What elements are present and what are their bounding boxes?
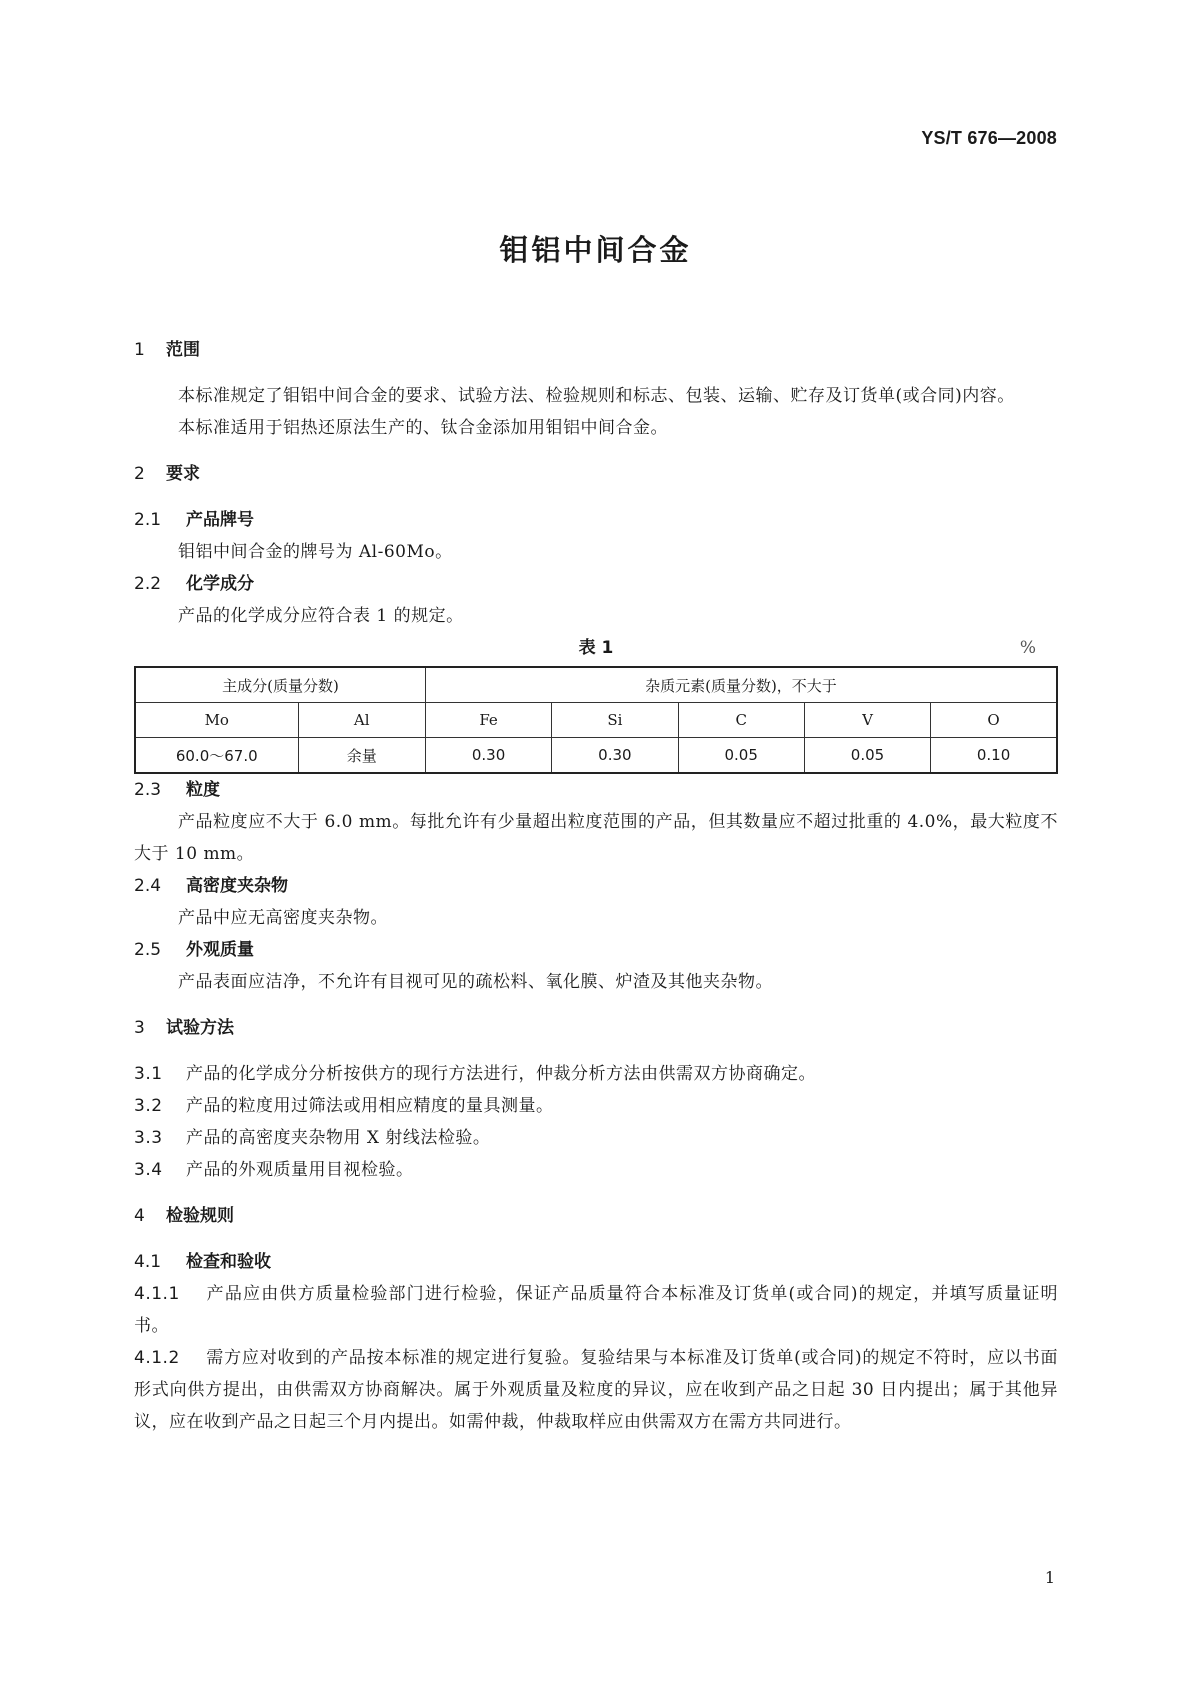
subsection-title: 检查和验收	[186, 1252, 271, 1272]
subsection-title: 高密度夹杂物	[186, 876, 288, 896]
subsection-number: 4.1	[134, 1252, 162, 1272]
subsection-number: 2.3	[134, 780, 162, 800]
scope-paragraph-2: 本标准适用于铝热还原法生产的、钛合金添加用钼铝中间合金。	[178, 418, 668, 438]
inspection-item	[134, 1342, 1058, 1438]
section-number: 1	[134, 340, 145, 360]
table-unit: %	[1019, 638, 1036, 658]
page-number: 1	[1044, 1568, 1055, 1587]
section-title: 范围	[166, 340, 200, 360]
subsection-heading-appearance	[134, 934, 1058, 966]
subsection-number: 2.4	[134, 876, 162, 896]
document-body	[134, 334, 1058, 1438]
subsection-heading-acceptance	[134, 1246, 1058, 1278]
table-column-header: Mo	[135, 703, 298, 738]
section-title: 试验方法	[166, 1018, 234, 1038]
section-number: 3	[134, 1018, 145, 1038]
section-number: 2	[134, 464, 145, 484]
section-heading-inspection-rules	[134, 1200, 1058, 1232]
item-text: 产品的高密度夹杂物用 X 射线法检验。	[186, 1128, 491, 1148]
appearance-paragraph: 产品表面应洁净，不允许有目视可见的疏松料、氧化膜、炉渣及其他夹杂物。	[178, 972, 773, 992]
table-cell: 余量	[298, 738, 425, 774]
table-cell: 0.30	[425, 738, 551, 774]
table-column-header: C	[678, 703, 804, 738]
test-method-item	[134, 1122, 1058, 1154]
subsection-number: 2.1	[134, 510, 162, 530]
scope-paragraph-1: 本标准规定了钼铝中间合金的要求、试验方法、检验规则和标志、包装、运输、贮存及订货单(或合同)内容。	[178, 386, 1015, 406]
table-row	[135, 703, 1057, 738]
item-text: 需方应对收到的产品按本标准的规定进行复验。复验结果与本标准及订货单(或合同)的规定不符时，应以书面形式向供方提出，由供需双方协商解决。属于外观质量及粒度的异议，应在收到产品之日起 30 日内提出；属于其他异议，应在收到产品之日起三个月内提出。如需仲裁，仲裁取样应由供需双方在需方共同进行。	[134, 1348, 1058, 1432]
subsection-title: 化学成分	[186, 574, 254, 594]
section-heading-scope	[134, 334, 1058, 366]
table-column-header: Fe	[425, 703, 551, 738]
subsection-heading-chemical	[134, 568, 1058, 600]
table-column-header: V	[804, 703, 930, 738]
standard-code: YS/T 676—2008	[921, 128, 1057, 148]
item-number: 3.3	[134, 1128, 163, 1148]
inclusions-paragraph: 产品中应无高密度夹杂物。	[178, 908, 388, 928]
item-number: 3.4	[134, 1160, 163, 1180]
subsection-title: 产品牌号	[186, 510, 254, 530]
table-caption	[134, 632, 1058, 664]
table-cell: 0.05	[804, 738, 930, 774]
subsection-heading-inclusions	[134, 870, 1058, 902]
grade-paragraph: 钼铝中间合金的牌号为 Al-60Mo。	[178, 542, 453, 562]
item-text: 产品的粒度用过筛法或用相应精度的量具测量。	[186, 1096, 554, 1116]
test-method-item	[134, 1058, 1058, 1090]
section-number: 4	[134, 1206, 145, 1226]
composition-table	[134, 666, 1058, 774]
table-group-header-impurity: 杂质元素(质量分数)，不大于	[425, 667, 1057, 703]
section-heading-test-methods	[134, 1012, 1058, 1044]
subsection-title: 粒度	[186, 780, 220, 800]
table-column-header: Al	[298, 703, 425, 738]
item-number: 3.2	[134, 1096, 163, 1116]
document-title: 钼铝中间合金	[499, 233, 692, 267]
subsection-number: 2.2	[134, 574, 162, 594]
subsection-number: 2.5	[134, 940, 162, 960]
item-number: 4.1.1	[134, 1284, 180, 1304]
table-column-header: O	[931, 703, 1057, 738]
chemical-paragraph: 产品的化学成分应符合表 1 的规定。	[178, 606, 464, 626]
test-method-item	[134, 1154, 1058, 1186]
item-number: 4.1.2	[134, 1348, 180, 1368]
subsection-heading-particle-size	[134, 774, 1058, 806]
section-title: 检验规则	[166, 1206, 234, 1226]
table-cell: 60.0～67.0	[135, 738, 298, 774]
item-text: 产品应由供方质量检验部门进行检验，保证产品质量符合本标准及订货单(或合同)的规定，并填写质量证明书。	[134, 1284, 1058, 1336]
table-cell: 0.30	[552, 738, 678, 774]
table-cell: 0.10	[931, 738, 1057, 774]
table-row	[135, 667, 1057, 703]
item-text: 产品的化学成分分析按供方的现行方法进行，仲裁分析方法由供需双方协商确定。	[186, 1064, 816, 1084]
item-text: 产品的外观质量用目视检验。	[186, 1160, 414, 1180]
table-caption-text: 表 1	[578, 638, 614, 658]
table-group-header-main: 主成分(质量分数)	[135, 667, 425, 703]
section-heading-requirements	[134, 458, 1058, 490]
test-method-item	[134, 1090, 1058, 1122]
particle-size-paragraph: 产品粒度应不大于 6.0 mm。每批允许有少量超出粒度范围的产品，但其数量应不超过批重的 4.0%，最大粒度不大于 10 mm。	[134, 812, 1058, 864]
table-cell: 0.05	[678, 738, 804, 774]
section-title: 要求	[166, 464, 200, 484]
table-row	[135, 738, 1057, 774]
subsection-heading-grade	[134, 504, 1058, 536]
table-column-header: Si	[552, 703, 678, 738]
item-number: 3.1	[134, 1064, 163, 1084]
subsection-title: 外观质量	[186, 940, 254, 960]
inspection-item	[134, 1278, 1058, 1342]
